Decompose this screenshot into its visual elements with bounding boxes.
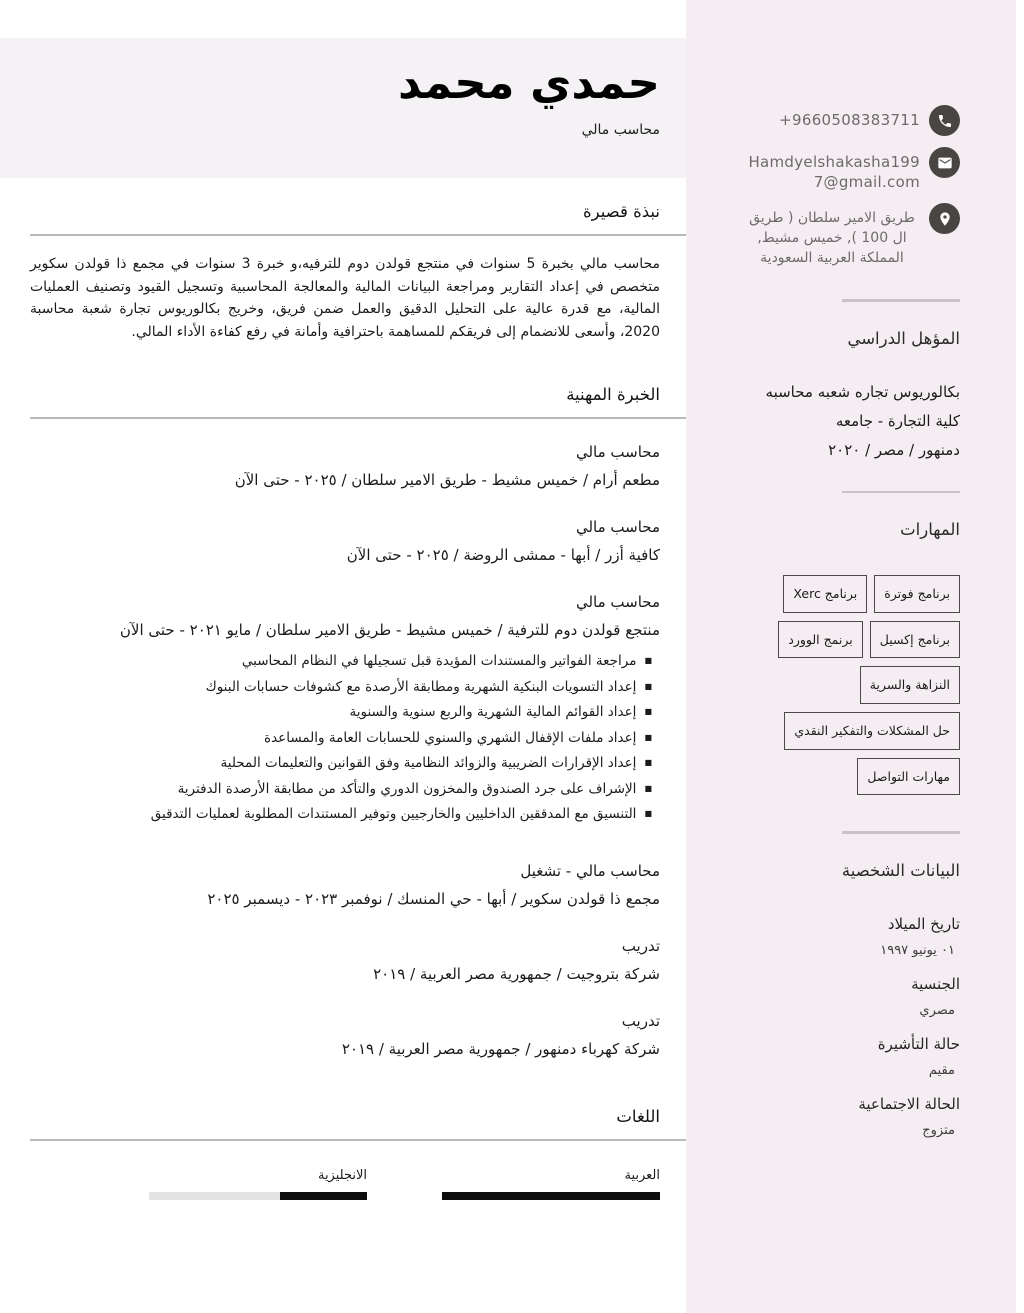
bullet-text: إعداد الإقرارات الضريبية والزوائد النظامية وفق القوانين والتعليمات المحلية bbox=[220, 755, 637, 771]
bullet-square-icon: ■ bbox=[644, 656, 652, 665]
job-title: محاسب مالي bbox=[575, 593, 660, 611]
sidebar-divider bbox=[842, 299, 960, 302]
job-details: شركة كهرباء دمنهور / جمهورية مصر العربية / ٢٠١٩ bbox=[341, 1040, 660, 1058]
skills-list bbox=[740, 575, 960, 795]
job-bullet bbox=[30, 806, 652, 822]
bullet-square-icon: ■ bbox=[644, 809, 652, 818]
personal-label: الحالة الاجتماعية bbox=[858, 1094, 960, 1113]
job-bullet bbox=[30, 755, 652, 771]
skill-chip: النزاهة والسرية bbox=[860, 666, 960, 704]
personal-item-marital-status bbox=[744, 1094, 960, 1138]
job-entry bbox=[30, 593, 660, 822]
language-english bbox=[149, 1168, 367, 1200]
personal-data-list bbox=[744, 914, 960, 1138]
postal-address: طريق الامير سلطان ( طريق ال 100 ), خميس مشيط, المملكة العربية السعودية bbox=[749, 210, 915, 266]
language-name: الانجليزية bbox=[317, 1168, 367, 1183]
skills-row bbox=[740, 575, 960, 613]
email-icon bbox=[929, 147, 960, 178]
job-details: شركة بتروجيت / جمهورية مصر العربية / ٢٠١٩ bbox=[373, 965, 660, 983]
job-bullet bbox=[30, 679, 652, 695]
job-bullet bbox=[30, 653, 652, 669]
personal-label: حالة التأشيرة bbox=[877, 1034, 960, 1053]
bullet-text: مراجعة الفواتير والمستندات المؤيدة قبل تسجيلها في النظام المحاسبي bbox=[241, 653, 637, 669]
section-divider bbox=[30, 1139, 686, 1141]
bullet-square-icon: ■ bbox=[644, 783, 652, 793]
job-entry bbox=[30, 443, 660, 490]
bullet-square-icon: ■ bbox=[644, 732, 652, 742]
job-title: تدريب bbox=[621, 937, 660, 955]
job-title: تدريب bbox=[621, 1012, 660, 1030]
personal-value: مقيم bbox=[928, 1062, 955, 1078]
phone-number: +9660508383711 bbox=[779, 111, 920, 129]
job-bullet bbox=[30, 730, 652, 746]
skill-chip: حل المشكلات والتفكير النقدي bbox=[784, 712, 960, 750]
section-divider bbox=[30, 234, 686, 236]
sidebar bbox=[686, 0, 1016, 1313]
contact-phone-row bbox=[744, 105, 960, 136]
education-school: كلية التجارة - جامعه bbox=[835, 411, 960, 430]
location-pin-icon bbox=[929, 203, 960, 234]
skill-chip: برنمج الوورد bbox=[778, 621, 863, 659]
bullet-square-icon: ■ bbox=[644, 758, 652, 767]
phone-icon bbox=[929, 105, 960, 136]
skills-row bbox=[740, 712, 960, 750]
contact-section bbox=[744, 105, 960, 268]
personal-label: الجنسية bbox=[911, 974, 960, 993]
language-level-track bbox=[149, 1192, 367, 1200]
language-level-track bbox=[442, 1192, 660, 1200]
personal-item-birthdate bbox=[744, 914, 960, 958]
job-details: مطعم أرام / خميس مشيط - طريق الامير سلطان / ٢٠٢٥ - حتى الآن bbox=[234, 471, 660, 489]
language-arabic bbox=[442, 1168, 660, 1200]
job-bullet bbox=[30, 781, 652, 797]
education-degree: بكالوريوس تجاره شعبه محاسبه bbox=[765, 382, 960, 401]
header-band bbox=[0, 38, 686, 178]
summary-text: محاسب مالي بخبرة 5 سنوات في منتجع قولدن دوم للترفيه،و خبرة 3 سنوات في مجمع ذا قولدن سكوير متخصص في إعداد التقارير ومراجعة البيانات المالية والمعالجة المحاسبية وتسجيل القيود وتصنيف العمليات المالية، مع قدرة عالية على التحليل الدقيق والعمل ضمن فريق، وخريج بكالوريوس تجارة شعبة محاسبة 2020، وأسعى للانضمام إلى فريقكم للمساهمة باحترافية وأمانة في رفع كفاءة الأداء المالي. bbox=[30, 256, 660, 340]
skills-row bbox=[740, 758, 960, 796]
skill-chip: برنامج Xerc bbox=[783, 575, 867, 613]
sidebar-divider bbox=[842, 491, 960, 494]
skill-chip: برنامج فوترة bbox=[874, 575, 960, 613]
personal-data-heading: البيانات الشخصية bbox=[841, 860, 960, 880]
skills-heading: المهارات bbox=[900, 520, 960, 539]
personal-value: متزوج bbox=[922, 1122, 955, 1138]
bullet-square-icon: ■ bbox=[644, 707, 652, 716]
job-entry bbox=[30, 1012, 660, 1059]
job-bullet-list bbox=[30, 653, 660, 822]
job-details: كافية أزر / أبها - ممشى الروضة / ٢٠٢٥ - حتى الآن bbox=[346, 546, 660, 564]
education-place-year: دمنهور / مصر / ٢٠٢٠ bbox=[828, 440, 960, 459]
sidebar-divider bbox=[842, 831, 960, 834]
job-entry bbox=[30, 937, 660, 984]
job-entry bbox=[30, 518, 660, 565]
job-title: محاسب مالي bbox=[575, 518, 660, 536]
main-content bbox=[30, 178, 660, 1200]
job-title: محاسب مالي - تشغيل bbox=[520, 862, 660, 880]
bullet-text: الإشراف على جرد الصندوق والمخزون الدوري والتأكد من مطابقة الأرصدة الدفترية bbox=[177, 780, 637, 797]
skills-row bbox=[740, 621, 960, 659]
email-address: Hamdyelshakasha1997@gmail.com bbox=[748, 153, 920, 191]
summary-heading: نبذة قصيرة bbox=[582, 202, 660, 221]
job-details: مجمع ذا قولدن سكوير / أبها - حي المنسك / نوفمبر ٢٠٢٣ - ديسمبر ٢٠٢٥ bbox=[207, 890, 660, 908]
section-divider bbox=[30, 417, 686, 419]
job-details: منتجع قولدن دوم للترفية / خميس مشيط - طريق الامير سلطان / مايو ٢٠٢١ - حتى الآن bbox=[119, 621, 660, 639]
personal-item-visa-status bbox=[744, 1034, 960, 1078]
skill-chip: برنامج إكسيل bbox=[870, 621, 960, 659]
experience-heading: الخبرة المهنية bbox=[566, 385, 660, 404]
bullet-text: إعداد ملفات الإقفال الشهري والسنوي للحسابات العامة والمساعدة bbox=[264, 729, 637, 746]
language-level-fill bbox=[280, 1192, 367, 1200]
personal-label: تاريخ الميلاد bbox=[887, 914, 960, 933]
job-bullet bbox=[30, 704, 652, 720]
education-entry bbox=[744, 378, 960, 465]
bullet-text: إعداد التسويات البنكية الشهرية ومطابقة الأرصدة مع كشوفات حسابات البنوك bbox=[205, 678, 637, 695]
languages-list bbox=[30, 1168, 660, 1200]
personal-value: ٠١ يونيو ١٩٩٧ bbox=[880, 942, 955, 958]
education-heading: المؤهل الدراسي bbox=[847, 328, 960, 348]
skill-chip: مهارات التواصل bbox=[857, 758, 960, 796]
candidate-name: حمدي محمد bbox=[398, 56, 660, 109]
skills-row bbox=[740, 666, 960, 704]
language-level-fill bbox=[442, 1192, 660, 1200]
personal-item-nationality bbox=[744, 974, 960, 1018]
contact-email-row bbox=[744, 147, 960, 192]
bullet-text: التنسيق مع المدققين الداخليين والخارجيين وتوفير المستندات المطلوبة لعمليات التدقيق bbox=[150, 806, 637, 822]
job-entry bbox=[30, 862, 660, 909]
personal-value: مصري bbox=[919, 1002, 955, 1018]
bullet-square-icon: ■ bbox=[644, 681, 652, 691]
language-name: العربية bbox=[624, 1168, 660, 1183]
job-title: محاسب مالي bbox=[575, 443, 660, 461]
candidate-job-title: محاسب مالي bbox=[581, 122, 660, 139]
languages-heading: اللغات bbox=[616, 1107, 660, 1126]
contact-address-row bbox=[744, 203, 960, 268]
bullet-text: إعداد القوائم المالية الشهرية والربع سنوية والسنوية bbox=[349, 704, 637, 720]
